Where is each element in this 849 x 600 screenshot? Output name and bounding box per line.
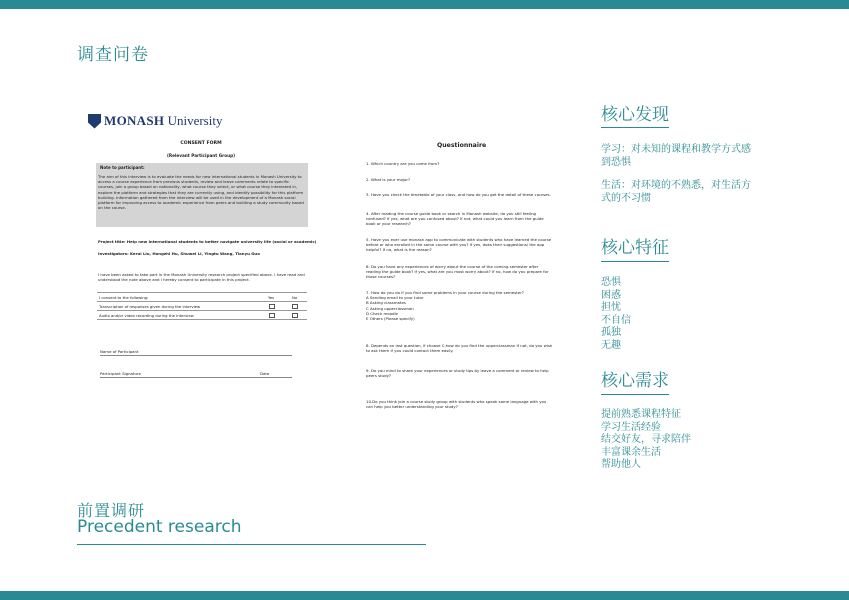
question-7: 7. How do you do if you find some problems in your course during the semester? A Sending email to your tutor B Asking classmates C Asking upperclassman D Check moodle E Others (Please specify) (366, 290, 524, 322)
traits-heading: 核心特征 (601, 238, 669, 258)
precedent-title-en: Precedent research (77, 517, 242, 537)
yes-checkbox[interactable] (269, 304, 275, 310)
trait-item: 担忧 (601, 302, 621, 313)
question-5: 5. Have you ever use monash app to communicate with students who have learned the course before or who enrolled in the same course with you? If yes, does their suggestions/ the app helpful? If no, what is the reason? (366, 237, 552, 253)
trait-item: 不自信 (601, 314, 631, 326)
need-item: 丰富课余生活 (601, 446, 661, 458)
page-title: 调查问卷 (77, 45, 149, 65)
bottom-accent-bar (0, 591, 849, 600)
needs-divider (601, 394, 669, 395)
findings-divider (601, 127, 669, 128)
trait-item: 恐惧 (601, 277, 621, 288)
trait-item: 孤独 (601, 327, 621, 338)
traits-divider (601, 261, 669, 262)
top-accent-bar (0, 0, 849, 9)
need-item: 提前熟悉课程特征 (601, 409, 681, 420)
precedent-title-cn: 前置调研 (77, 501, 146, 520)
no-checkbox[interactable] (292, 313, 298, 319)
question-8: 8. Depends on last question, if choose C,how do you find the upperclassman If not, do you wish to ask them if you could contact them easily. (366, 343, 553, 354)
consent-statement: I have been asked to take part in the Monash University research project specified above. I have read and understood the note above and I hereby consent to participate in this project. (98, 272, 305, 283)
table-row (97, 311, 307, 320)
findings-item-1: 学习：对未知的课程和教学方式感到恐惧 (601, 144, 751, 168)
question-6: 6. Do you have any experiences of worry about the course of the coming semester after reading the guide book? If yes, what are you most worry about? If no, how do you prepare for those courses? (366, 264, 549, 280)
consent-row-label: Audio and/or video recording during the interview (99, 313, 194, 318)
note-body: The aim of this interview is to evaluate the needs for new international students in Monash University to access a course experience from previous students, review and leave comments relate to specific courses, join a group based on nationality, what course they select, or what course they interested in, explore the platform and strategies that they are currently using, and identify possibility for this platform building. Information gathered from the interview will be used in the development of a Monash social platform for improving access to academic experience from peers and building a study community based on the course. (98, 174, 304, 211)
question-1: 1. Which country are you come from? (366, 161, 440, 166)
question-10: 10.Do you think join a course study group with students who speak same language with you can help you better understanding your study? (366, 399, 547, 410)
note-to-participant-box (96, 163, 308, 227)
participant-signature-line (100, 371, 292, 378)
need-item: 帮助他人 (601, 459, 641, 470)
findings-heading: 核心发现 (601, 105, 669, 125)
need-item: 学习生活经验 (601, 421, 661, 433)
question-4: 4. After reading the course guide book or search in Monash website, do you still feeling confused? If yes, what are you confused about? If not, what could you learn from the guide book or your research? (366, 211, 544, 227)
questionnaire-title: Questionnaire (437, 142, 487, 149)
project-title: Project title: Help new international students to better navigate university life (social or academic) (98, 239, 317, 244)
question-2: 2. What is your major? (366, 177, 411, 182)
consent-table (97, 292, 307, 320)
note-heading: Note to participant: (100, 165, 145, 170)
consent-header-label: I consent to the following: (99, 295, 149, 300)
needs-heading: 核心需求 (601, 371, 669, 391)
precedent-divider (77, 544, 426, 545)
consent-form-subtitle: (Relevant Participant Group) (167, 153, 235, 158)
participant-name-label: Name of Participant (100, 349, 139, 354)
yes-header: Yes (268, 294, 275, 300)
no-checkbox[interactable] (292, 304, 298, 310)
no-header: No (292, 294, 298, 300)
trait-item: 无趣 (601, 339, 621, 351)
consent-form-title: CONSENT FORM (180, 141, 222, 146)
findings-item-2: 生活：对环境的不熟悉，对生活方式的不习惯 (601, 180, 751, 204)
need-item: 结交好友，寻求陪伴 (601, 434, 691, 445)
date-label: Date (260, 371, 270, 376)
monash-logo (88, 113, 222, 129)
monash-crest-icon (88, 114, 101, 129)
yes-checkbox[interactable] (269, 313, 275, 319)
consent-table-header (97, 293, 307, 302)
participant-signature-label: Participant Signature (100, 371, 141, 376)
consent-row-label: Transcription of responses given during the interview (99, 304, 201, 309)
investigators: Investigators: Kerui Liu, Hongzhi Hu, Shuwei Li, Yingtu Wang, Tianyu Guo (98, 251, 260, 256)
trait-item: 困惑 (601, 289, 621, 301)
question-3: 3. Have you check the timetable of your class, and how do you get the detail of these courses. (366, 192, 551, 197)
participant-name-line (100, 349, 292, 356)
table-row (97, 302, 307, 311)
question-9: 9. Do you mind to share your experiences or study tips by leave a comment or review to help peers study? (366, 368, 549, 379)
logo-text: MONASH University (104, 113, 223, 128)
